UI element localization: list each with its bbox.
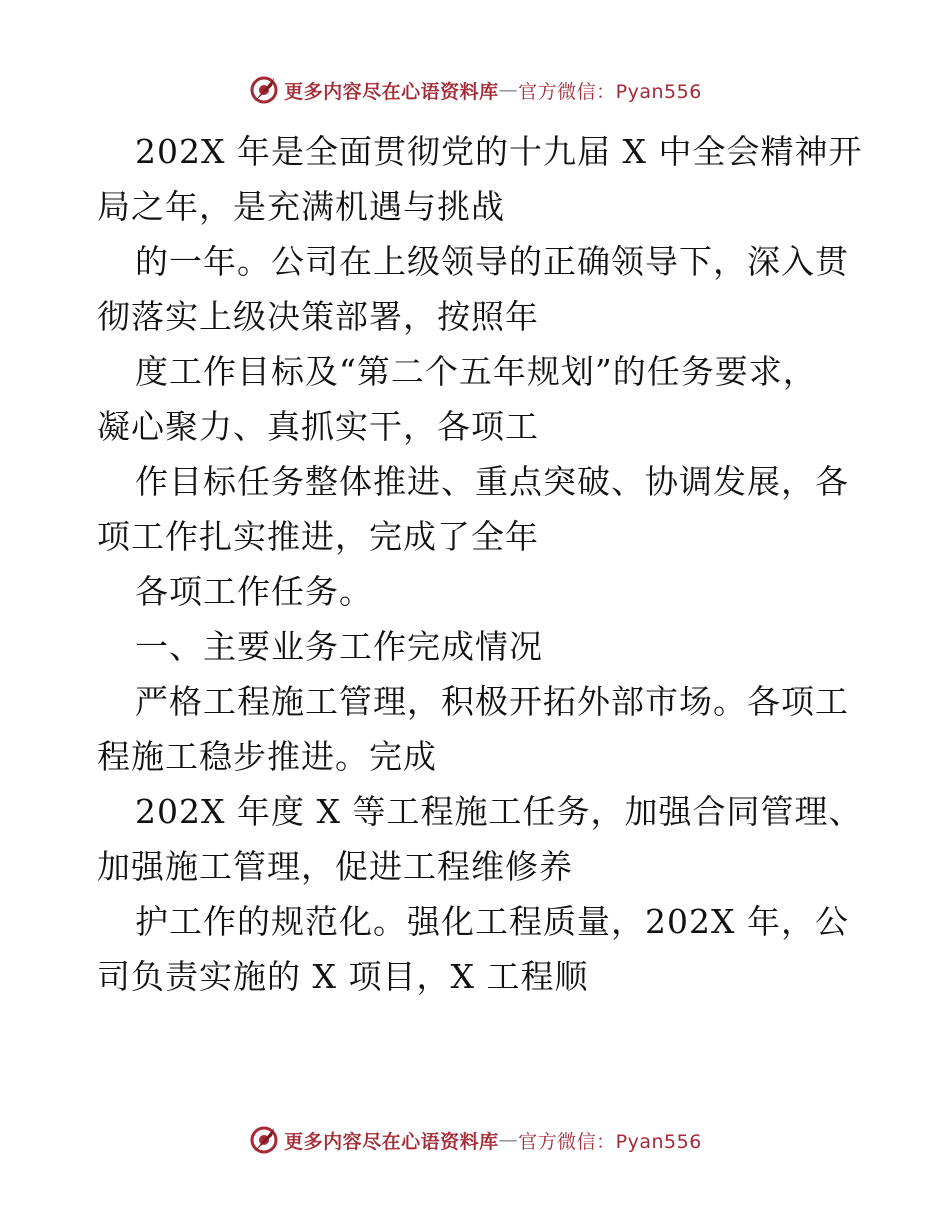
body-text-line: 护工作的规范化。强化工程质量，202X 年，公 <box>135 902 849 941</box>
body-text-line: 202X 年是全面贯彻党的十九届 X 中全会精神开 <box>135 132 863 171</box>
body-text-line: 202X 年度 X 等工程施工任务，加强合同管理、 <box>135 792 863 831</box>
watermark-main-text: 更多内容尽在心语资料库 <box>284 80 499 103</box>
watermark-dash: — <box>498 79 519 101</box>
body-text-line: 项工作扎实推进，完成了全年 <box>97 517 539 556</box>
body-text-line: 的一年。公司在上级领导的正确领导下，深入贯 <box>135 242 849 281</box>
body-text-line: 度工作目标及“第二个五年规划”的任务要求， <box>135 352 817 391</box>
quill-logo-icon <box>248 74 280 106</box>
body-text-line: 加强施工管理，促进工程维修养 <box>97 847 573 886</box>
body-text-line: 彻落实上级决策部署，按照年 <box>97 297 539 336</box>
watermark-wechat-text: 官方微信：Pyan556 <box>518 1130 702 1153</box>
watermark-wechat-text: 官方微信：Pyan556 <box>518 80 702 103</box>
body-text-line: 凝心聚力、真抓实干，各项工 <box>97 407 539 446</box>
watermark-main-text: 更多内容尽在心语资料库 <box>284 1130 499 1153</box>
body-text-line: 一、主要业务工作完成情况 <box>135 627 543 666</box>
watermark-dash: — <box>498 1129 519 1151</box>
body-text-line: 司负责实施的 X 项目，X 工程顺 <box>97 957 589 996</box>
quill-logo-icon <box>248 1124 280 1156</box>
header-watermark <box>0 70 950 110</box>
body-text-line: 局之年，是充满机遇与挑战 <box>97 187 505 226</box>
footer-watermark <box>0 1120 950 1160</box>
document-body <box>97 124 863 1004</box>
body-text-line: 作目标任务整体推进、重点突破、协调发展，各 <box>135 462 849 501</box>
body-text-line: 严格工程施工管理，积极开拓外部市场。各项工 <box>135 682 849 721</box>
body-text-line: 各项工作任务。 <box>135 572 373 611</box>
body-text-line: 程施工稳步推进。完成 <box>97 737 437 776</box>
